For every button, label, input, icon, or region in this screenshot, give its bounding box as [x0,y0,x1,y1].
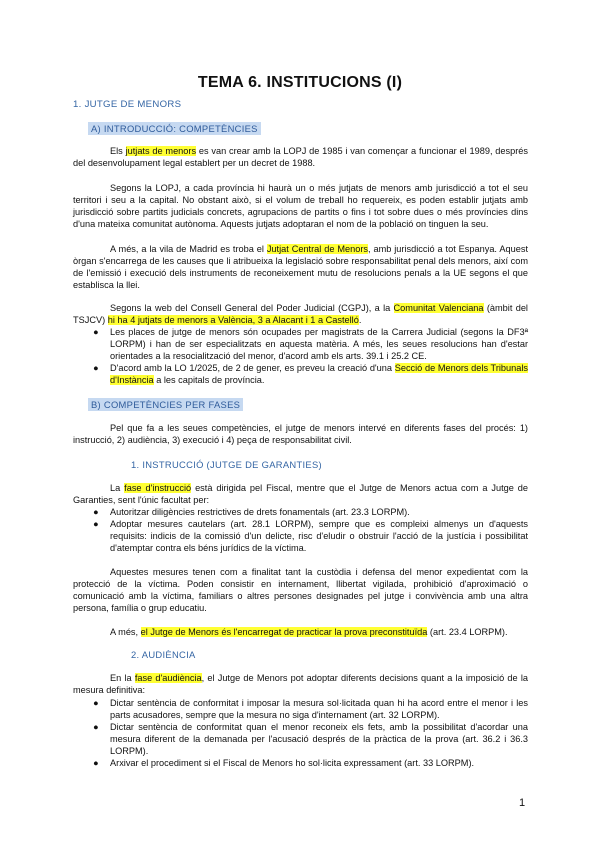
bullet-icon: ● [93,507,99,517]
paragraph-lopj-province: Segons la LOPJ, a cada província hi haurà un o més jutjats de menors amb jurisdicció a tot el seu territori i seu a la capital. No obstant això, si el volum de treball ho requereix, es poden establir jutjats amb jurisdicció sobre partits judicials concrets, agrupacions de partits o fins i tot sobre dues o més províncies dins d'una mateixa comunitat autònoma. Aquests jutjats adoptaran el nom de la població on tinguen la seu. [73,183,528,229]
highlight-central-court: Jutjat Central de Menors [266,244,369,254]
highlight-hearing-phase: fase d'audiència [134,673,202,683]
highlight-preconstituted-evidence: el Jutge de Menors és l'encarregat de practicar la prova preconstituïda [140,627,428,637]
highlight-juvenile-courts: jutjats de menors [125,146,197,156]
bullet-icon: ● [93,722,99,732]
list-item: ● Arxivar el procediment si el Fiscal de Menors ho sol·licita expressament (art. 33 LORPM). [93,758,475,768]
page-number: 1 [519,797,526,809]
bullet-icon: ● [93,758,99,768]
list-item: ● Dictar sentència de conformitat i imposar la mesura sol·licitada quan hi ha acord entre el menor i les parts acusadores, sempre que la mesura no siga d'internament (art. 32 LORPM). [93,698,528,720]
heading-hearing: 2. AUDIÈNCIA [131,649,196,660]
list-item: ● Autoritzar diligències restrictives de drets fonamentals (art. 23.3 LORPM). [93,507,410,517]
paragraph-courts-creation: Els jutjats de menors es van crear amb la LOPJ de 1985 i van començar a funcionar el 1989, després del desenvolupament legal establert per un decret de 1988. [73,146,528,168]
subheading-introduction: A) INTRODUCCIÓ: COMPETÈNCIES [88,122,261,135]
bullet-icon: ● [93,698,99,708]
paragraph-phases: Pel que fa a les seues competències, el jutge de menors intervé en diferents fases del procés: 1) instrucció, 2) audiència, 3) execució i 4) peça de responsabilitat civil. [73,423,528,445]
list-item: ● D'acord amb la LO 1/2025, de 2 de gener, es preveu la creació d'una Secció de Menors dels Tribunals d'Instància a les capitals de província. [93,363,528,385]
subheading-phases: B) COMPETÈNCIES PER FASES [88,398,243,411]
bullet-icon: ● [93,519,99,529]
list-item: ● Dictar sentència de conformitat quan el menor reconeix els fets, amb la possibilitat d'acordar una mesura diferent de la demanada per l'acusació després de la pràctica de la prova (art. 36.2 i 36.3 LORPM). [93,722,528,756]
paragraph-cgpj: Segons la web del Consell General del Poder Judicial (CGPJ), a la Comunitat Valenciana (àmbit del TSJCV) hi ha 4 jutjats de menors a València, 3 a Alacant i 1 a Castelló. [73,303,528,325]
paragraph-instruction: La fase d'instrucció està dirigida pel Fiscal, mentre que el Jutge de Menors actua com a Jutge de Garanties, sent l'únic facultat per: [73,483,528,505]
bullet-list-judges [73,326,528,386]
document-title: TEMA 6. INSTITUCIONS (I) [197,74,403,91]
bullet-list-hearing [73,697,528,769]
paragraph-measures: Aquestes mesures tenen com a finalitat tant la custòdia i defensa del menor expedientat com la protecció de la víctima. Poden consistir en internament, llibertat vigilada, prohibició d'aproximació o comunicació amb la víctima, familiars o altres persones designades pel jutge i convivència amb una altra persona, família o grup educatiu. [73,567,528,613]
bullet-icon: ● [93,327,99,337]
highlight-instruction-phase: fase d'instrucció [124,483,192,493]
paragraph-hearing: En la fase d'audiència, el Jutge de Menors pot adoptar diferents decisions quant a la imposició de la mesura definitiva: [73,673,528,695]
bullet-icon: ● [93,363,99,373]
list-item: ● Les places de jutge de menors són ocupades per magistrats de la Carrera Judicial (segons la DF3ª LORPM) i han de ser especialitzats en aquesta matèria. A més, les seues resolucions han d'estar orientades a la resocialització del menor, d'acord amb els arts. 39.1 i 25.2 CE. [93,327,528,361]
list-item: ● Adoptar mesures cautelars (art. 28.1 LORPM), sempre que es compleixi almenys un d'aquests requisits: indicis de la comissió d'un delicte, risc d'eludir o obstruir l'acció de la justícia i possibilitat d'atemptar contra els béns jurídics de la víctima. [93,519,528,553]
heading-instruction: 1. INSTRUCCIÓ (JUTGE DE GARANTIES) [131,459,322,470]
highlight-minors-section: Secció de Menors dels Tribunals d'Instància [110,363,528,385]
highlight-court-counts: hi ha 4 jutjats de menors a València, 3 a Alacant i 1 a Castelló [107,315,359,325]
bullet-list-guarantees [73,506,528,554]
highlight-valencian-community: Comunitat Valenciana [393,303,484,313]
paragraph-preconstituted-evidence: A més, el Jutge de Menors és l'encarregat de practicar la prova preconstituïda (art. 23.4 LORPM). [110,627,508,637]
section-heading-juvenile-judge: 1. JUTGE DE MENORS [73,99,182,110]
paragraph-central-court: A més, a la vila de Madrid es troba el Jutjat Central de Menors, amb jurisdicció a tot Espanya. Aquest òrgan s'encarrega de les causes que li atribueixa la legislació sobre responsabilitat penal dels menors, així com de l'emissió i execució dels instruments de reconeixement mutu de resolucions penals a la UE segons el que establisca la llei. [73,244,528,290]
